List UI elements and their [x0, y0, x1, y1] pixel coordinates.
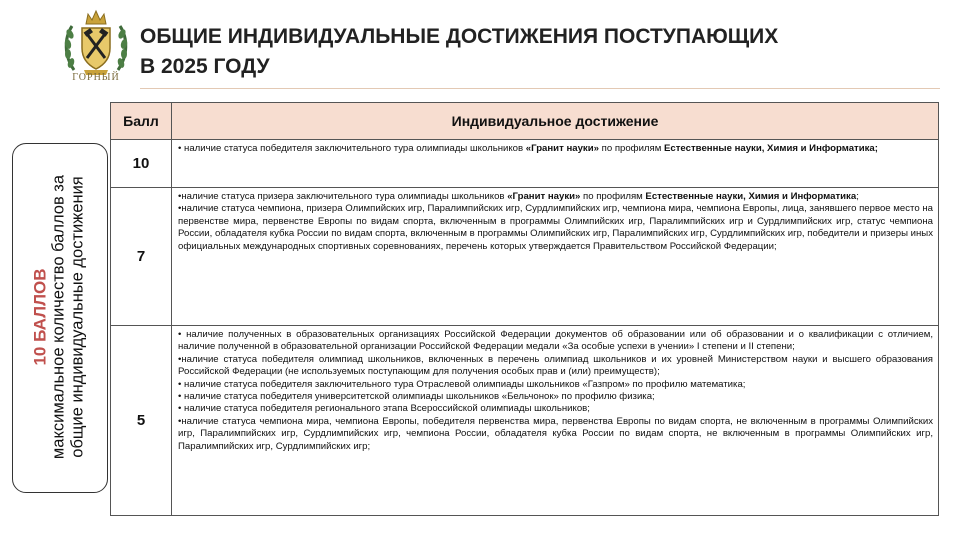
achievement-item: •наличие статуса чемпиона мира, чемпиона Европы, победителя первенства мира, первенства Европы по видам спорта, не включенным в программы Олимпийских игр, Паралимпийских игр, Сурдлимпийских игр, чемпиона России, обладателя кубка России по видам спорта, не включенным в программы Олимпийских игр, Паралимпийских игр, Сурдлимпийских игр;: [178, 415, 933, 452]
page-title-line-1: ОБЩИЕ ИНДИВИДУАЛЬНЫЕ ДОСТИЖЕНИЯ ПОСТУПАЮЩИХ: [140, 25, 779, 48]
achievement-item: • наличие статуса победителя университетской олимпиады школьников «Бельчонок» по профилю физика;: [178, 391, 655, 403]
max-points-line-1: максимальное количество баллов за: [49, 174, 68, 460]
logo-text: ГОРНЫЙ: [72, 72, 120, 83]
title-divider: [140, 88, 940, 89]
achievement-cell: [172, 326, 939, 516]
max-points-value: 10 БАЛЛОВ: [30, 268, 50, 366]
achievement-item: • наличие статуса победителя заключительного тура Отраслевой олимпиады школьников «Газпром» по профилю математика;: [178, 378, 746, 390]
column-header-score: Балл: [111, 103, 172, 140]
table-row: [111, 140, 939, 188]
achievement-item: •наличие статуса победителя олимпиад школьников, включенных в перечень олимпиад школьников и их уровней Министерством науки и высшего образования Российской Федерации (не используемых поступающим для получения особых прав и (или) преимуществ);: [178, 353, 933, 378]
score-cell: 10: [111, 140, 172, 188]
achievement-cell: [172, 188, 939, 326]
max-points-caption: [31, 147, 88, 487]
achievement-item: •наличие статуса призера заключительного тура олимпиады школьников «Гранит науки» по профилям Естественные науки, Химия и Информатика;: [178, 191, 859, 202]
table-row: [111, 326, 939, 516]
achievement-item: • наличие статуса победителя заключительного тура олимпиады школьников «Гранит науки» по профилям Естественные науки, Химия и Информатика;: [178, 143, 878, 154]
column-header-achievement: Индивидуальное достижение: [172, 103, 939, 140]
achievement-cell: [172, 140, 939, 188]
achievement-item: • наличие полученных в образовательных организациях Российской Федерации документов об образовании или об образовании и о квалификации с отличием, наличие полученной в образовательной организации Российской Федерации медали «За особые успехи в учении» I степени и II степени;: [178, 329, 933, 353]
page-title-line-2: В 2025 ГОДУ: [140, 55, 270, 78]
table-row: [111, 188, 939, 326]
page-title: [140, 22, 940, 82]
achievement-item: •наличие статуса чемпиона, призера Олимпийских игр, Паралимпийских игр, Сурдлимпийских игр, чемпиона мира, чемпиона Европы, лица, занявшего первое место на первенстве мира, первенстве Европы по видам спорта, включенным в программы Олимпийских игр, Паралимпийских игр и Сурдлимпийских игр, статус чемпиона России, обладателя кубка России по видам спорта, включенным в программы Олимпийских игр, Паралимпийских игр, Сурдлимпийских игр, победители и призеры иных официальных международных спортивных соревнованиях, перечень которых утверждается Правительством Российской Федерации;: [178, 203, 933, 252]
score-cell: 7: [111, 188, 172, 326]
table-header-row: [111, 103, 939, 140]
score-cell: 5: [111, 326, 172, 516]
achievements-table: [110, 102, 939, 516]
achievement-item: • наличие статуса победителя регионального этапа Всероссийской олимпиады школьников;: [178, 403, 590, 415]
max-points-line-2: общие индивидуальные достижения: [68, 176, 87, 458]
